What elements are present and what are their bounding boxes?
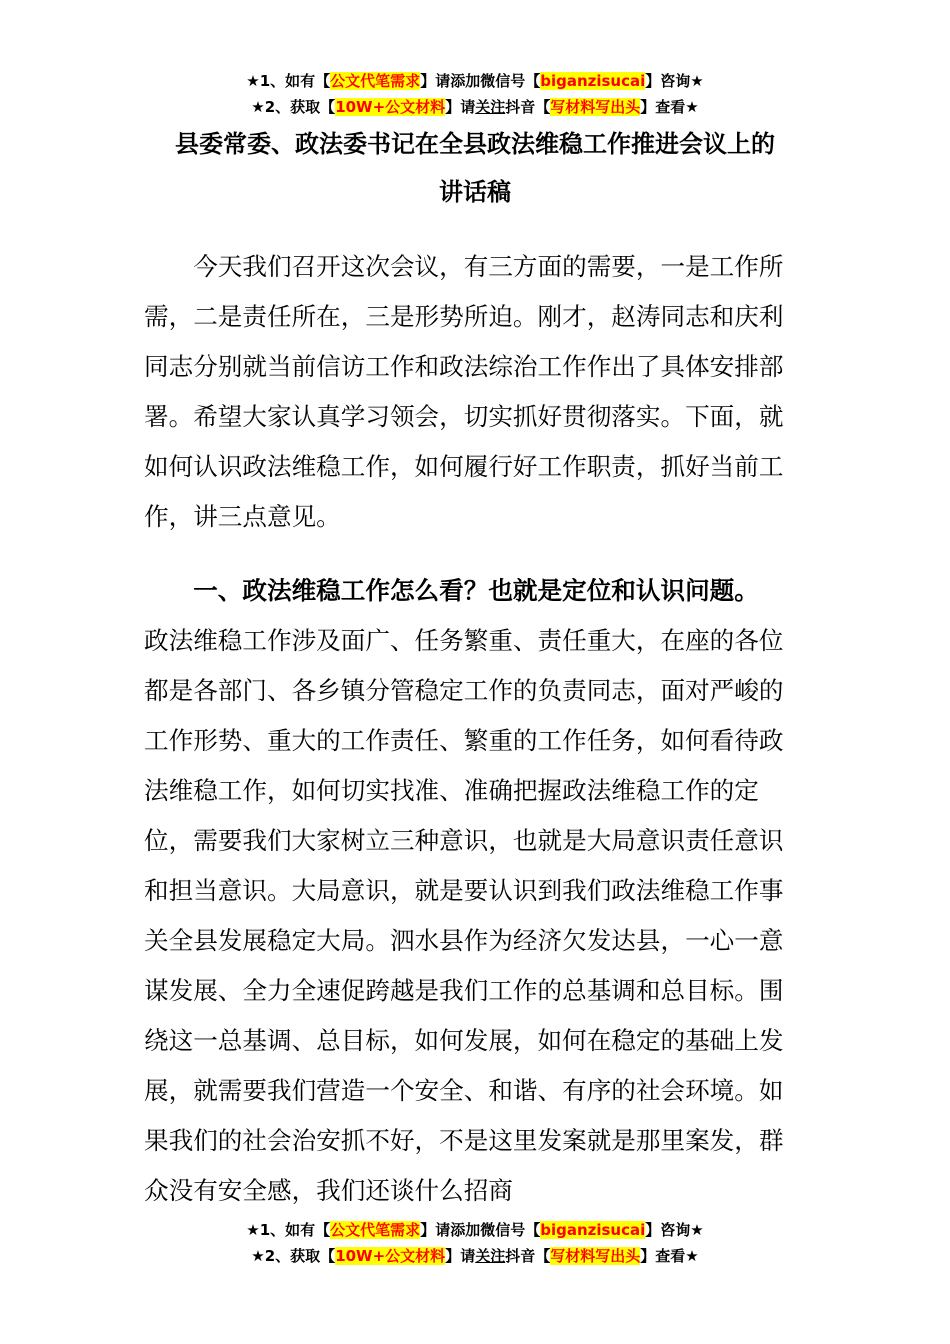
promo-highlight: 写材料写出头 bbox=[550, 1247, 641, 1265]
promo-highlight: 公文代笔需求 bbox=[330, 1221, 421, 1239]
title-line-1: 县委常委、政法委书记在全县政法维稳工作推进会议上的 bbox=[175, 130, 775, 158]
promo-text: 】查看★ bbox=[640, 98, 699, 116]
promo-line-1 bbox=[0, 1217, 950, 1243]
promo-highlight: 公文代笔需求 bbox=[330, 72, 421, 90]
promo-text: ★2、获取【 bbox=[251, 1247, 336, 1265]
promo-text: ★1、如有【 bbox=[246, 1221, 331, 1239]
promo-underline: 关注 bbox=[475, 98, 506, 116]
promo-banner-bottom bbox=[0, 1217, 950, 1269]
promo-text: 】查看★ bbox=[640, 1247, 699, 1265]
promo-text: 抖音【 bbox=[505, 1247, 551, 1265]
document-title bbox=[140, 120, 810, 216]
promo-text: 】咨询★ bbox=[645, 1221, 704, 1239]
promo-text: 】请添加微信号【 bbox=[420, 72, 541, 90]
promo-wechat-id: biganzisucai bbox=[540, 1221, 646, 1239]
promo-text: ★1、如有【 bbox=[246, 72, 331, 90]
promo-line-2 bbox=[0, 94, 950, 120]
promo-line-2 bbox=[0, 1243, 950, 1269]
promo-line-1 bbox=[0, 68, 950, 94]
title-line-2: 讲话稿 bbox=[439, 178, 511, 206]
promo-text: 抖音【 bbox=[505, 98, 551, 116]
promo-text: 】咨询★ bbox=[645, 72, 704, 90]
promo-text: 】请添加微信号【 bbox=[420, 1221, 541, 1239]
document-body bbox=[144, 242, 806, 1216]
promo-wechat-id: biganzisucai bbox=[540, 72, 646, 90]
promo-underline: 关注 bbox=[475, 1247, 506, 1265]
promo-banner-top bbox=[0, 68, 950, 120]
promo-highlight: 写材料写出头 bbox=[550, 98, 641, 116]
promo-text: 】请 bbox=[445, 1247, 476, 1265]
promo-highlight: 10W+公文材料 bbox=[335, 98, 446, 116]
section-1-paragraph: 政法维稳工作涉及面广、任务繁重、责任重大，在座的各位都是各部门、各乡镇分管稳定工作的负责同志，面对严峻的工作形势、重大的工作责任、繁重的工作任务，如何看待政法维稳工作，如何切实找准、准确把握政法维稳工作的定位，需要我们大家树立三种意识，也就是大局意识责任意识和担当意识。大局意识，就是要认识到我们政法维稳工作事关全县发展稳定大局。泗水县作为经济欠发达县，一心一意谋发展、全力全速促跨越是我们工作的总基调和总目标。围绕这一总基调、总目标，如何发展，如何在稳定的基础上发展，就需要我们营造一个安全、和谐、有序的社会环境。如果我们的社会治安抓不好，不是这里发案就是那里案发，群众没有安全感，我们还谈什么招商 bbox=[144, 626, 784, 1205]
promo-highlight: 10W+公文材料 bbox=[335, 1247, 446, 1265]
section-1-heading: 一、政法维稳工作怎么看？也就是定位和认识问题。 bbox=[193, 576, 759, 605]
promo-text: ★2、获取【 bbox=[251, 98, 336, 116]
promo-text: 】请 bbox=[445, 98, 476, 116]
intro-paragraph: 今天我们召开这次会议，有三方面的需要，一是工作所需，二是责任所在，三是形势所迫。刚才，赵涛同志和庆利同志分别就当前信访工作和政法综治工作作出了具体安排部署。希望大家认真学习领会，切实抓好贯彻落实。下面，就如何认识政法维稳工作，如何履行好工作职责，抓好当前工作，讲三点意见。 bbox=[144, 252, 784, 531]
